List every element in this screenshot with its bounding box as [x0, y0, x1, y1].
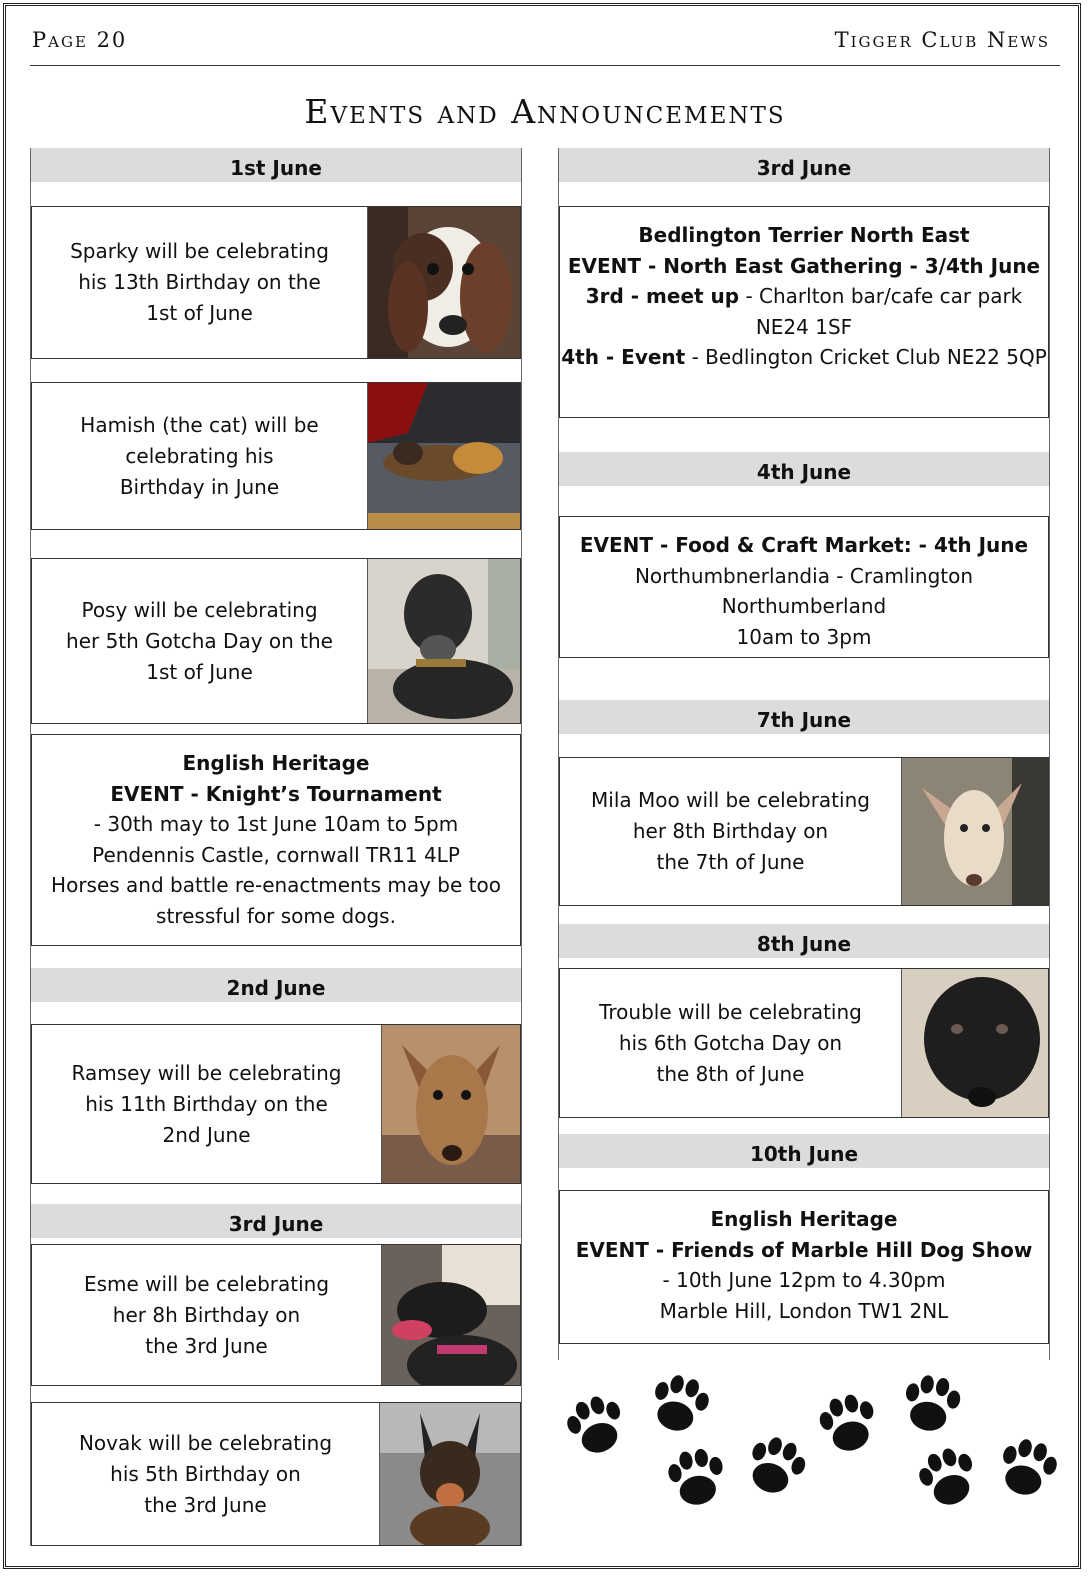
dog-photo	[381, 1025, 520, 1183]
left-column	[30, 148, 522, 1546]
announcement-card	[31, 558, 521, 724]
paw-icon	[900, 1372, 963, 1435]
event-notice: English Heritage EVENT - Friends of Marble Hill Dog Show - 10th June 12pm to 4.30pm Marble Hill, London TW1 2NL	[559, 1190, 1049, 1344]
paw-icon	[913, 1442, 983, 1512]
paw-icon	[815, 1390, 882, 1457]
paw-prints-decoration	[560, 1370, 1060, 1520]
event-notice: EVENT - Food & Craft Market: - 4th June Northumbnerlandia - Cramlington Northumberland 10am to 3pm	[559, 516, 1049, 658]
announcement-text: Sparky will be celebrating his 13th Birthday on the 1st of June	[70, 239, 329, 325]
announcement-text: Ramsey will be celebrating his 11th Birthday on the 2nd June	[71, 1060, 342, 1147]
date-heading: 3rd June	[31, 1204, 521, 1238]
header-rule	[30, 65, 1060, 66]
publication-name: Tigger Club News	[834, 28, 1050, 52]
right-column	[558, 148, 1050, 1360]
date-heading: 3rd June	[559, 148, 1049, 182]
date-heading: 10th June	[559, 1134, 1049, 1168]
date-heading: 2nd June	[31, 968, 521, 1002]
announcement-card	[559, 968, 1049, 1118]
paw-icon	[561, 1390, 631, 1460]
announcement-card	[31, 1402, 521, 1546]
announcement-text: Esme will be celebrating her 8h Birthday on the 3rd June	[83, 1271, 330, 1358]
paw-icon	[741, 1431, 811, 1501]
dog-photo	[901, 969, 1048, 1117]
announcement-card	[31, 1024, 521, 1184]
paw-icon	[665, 1446, 728, 1509]
dog-photo	[367, 559, 520, 723]
announcement-card	[559, 757, 1049, 906]
dog-photo	[381, 1245, 520, 1385]
announcement-card	[31, 206, 521, 359]
announcement-card	[31, 1244, 521, 1386]
date-heading: 8th June	[559, 924, 1049, 958]
dog-photo	[379, 1403, 520, 1545]
dog-photo	[367, 207, 520, 358]
date-heading: 1st June	[31, 148, 521, 182]
paw-icon	[994, 1434, 1060, 1501]
announcement-text: Trouble will be celebrating his 6th Gotcha Day on the 8th of June	[599, 999, 862, 1086]
event-notice: Bedlington Terrier North East EVENT - North East Gathering - 3/4th June 3rd - meet up - Charlton bar/cafe car park NE24 1SF 4th - Event - Bedlington Cricket Club NE22 5QP	[559, 206, 1049, 418]
paw-icon	[646, 1370, 713, 1437]
page-number: Page 20	[32, 28, 128, 52]
date-heading: 4th June	[559, 452, 1049, 486]
date-heading: 7th June	[559, 700, 1049, 734]
announcement-card	[31, 382, 521, 530]
announcement-text: Hamish (the cat) will be celebrating his Birthday in June	[80, 412, 319, 499]
cat-photo	[367, 383, 520, 529]
announcement-text: Novak will be celebrating his 5th Birthday on the 3rd June	[78, 1430, 333, 1517]
event-notice: English Heritage EVENT - Knight’s Tournament - 30th may to 1st June 10am to 5pm Pendennis Castle, cornwall TR11 4LP Horses and battle re-enactments may be too stressful for some dogs.	[31, 734, 521, 946]
page-title: Events and Announcements	[304, 92, 786, 131]
dog-photo	[901, 758, 1048, 905]
announcement-text: Posy will be celebrating her 5th Gotcha Day on the 1st of June	[66, 597, 333, 684]
announcement-text: Mila Moo will be celebrating her 8th Birthday on the 7th of June	[591, 788, 870, 874]
